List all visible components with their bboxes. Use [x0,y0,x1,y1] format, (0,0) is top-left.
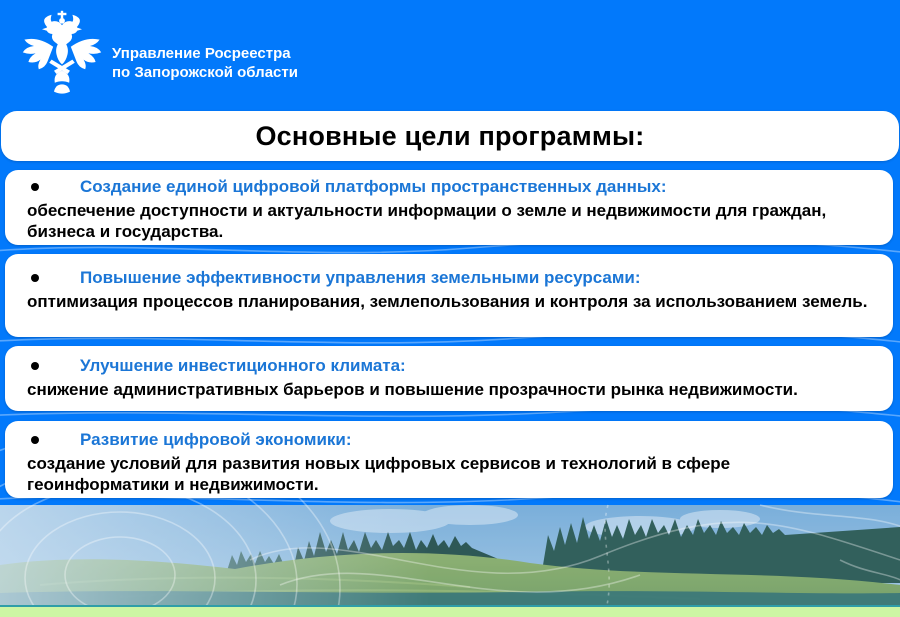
goal-card-4 [5,421,893,498]
landscape-photo [0,505,900,605]
goal-body: снижение административных барьеров и повышение прозрачности рынка недвижимости. [27,380,798,399]
goal-body: оптимизация процессов планирования, землепользования и контроля за использованием земель. [27,292,868,311]
bullet-icon [31,436,39,444]
bullet-icon [31,362,39,370]
organization-name-line2: по Запорожской области [112,64,298,81]
goal-heading: Создание единой цифровой платформы пространственных данных: [80,177,667,196]
header [0,0,900,110]
organization-name [112,44,298,82]
goal-card-2 [5,254,893,337]
goal-card-1 [5,170,893,245]
rosreestr-eagle-logo-icon [22,8,102,100]
goal-heading: Улучшение инвестиционного климата: [80,356,406,375]
bullet-icon [31,183,39,191]
goal-body: обеспечение доступности и актуальности информации о земле и недвижимости для граждан, бизнеса и государства. [27,201,827,241]
footer-green-bar [0,605,900,617]
goal-heading: Развитие цифровой экономики: [80,430,352,449]
goal-card-3 [5,346,893,411]
slide-title: Основные цели программы: [255,120,645,151]
title-bar [1,111,899,161]
goal-heading: Повышение эффективности управления земельными ресурсами: [80,268,641,287]
bullet-icon [31,274,39,282]
organization-name-line1: Управление Росреестра [112,45,291,62]
goal-body: создание условий для развития новых цифровых сервисов и технологий в сфере геоинформатики и недвижимости. [27,454,731,494]
